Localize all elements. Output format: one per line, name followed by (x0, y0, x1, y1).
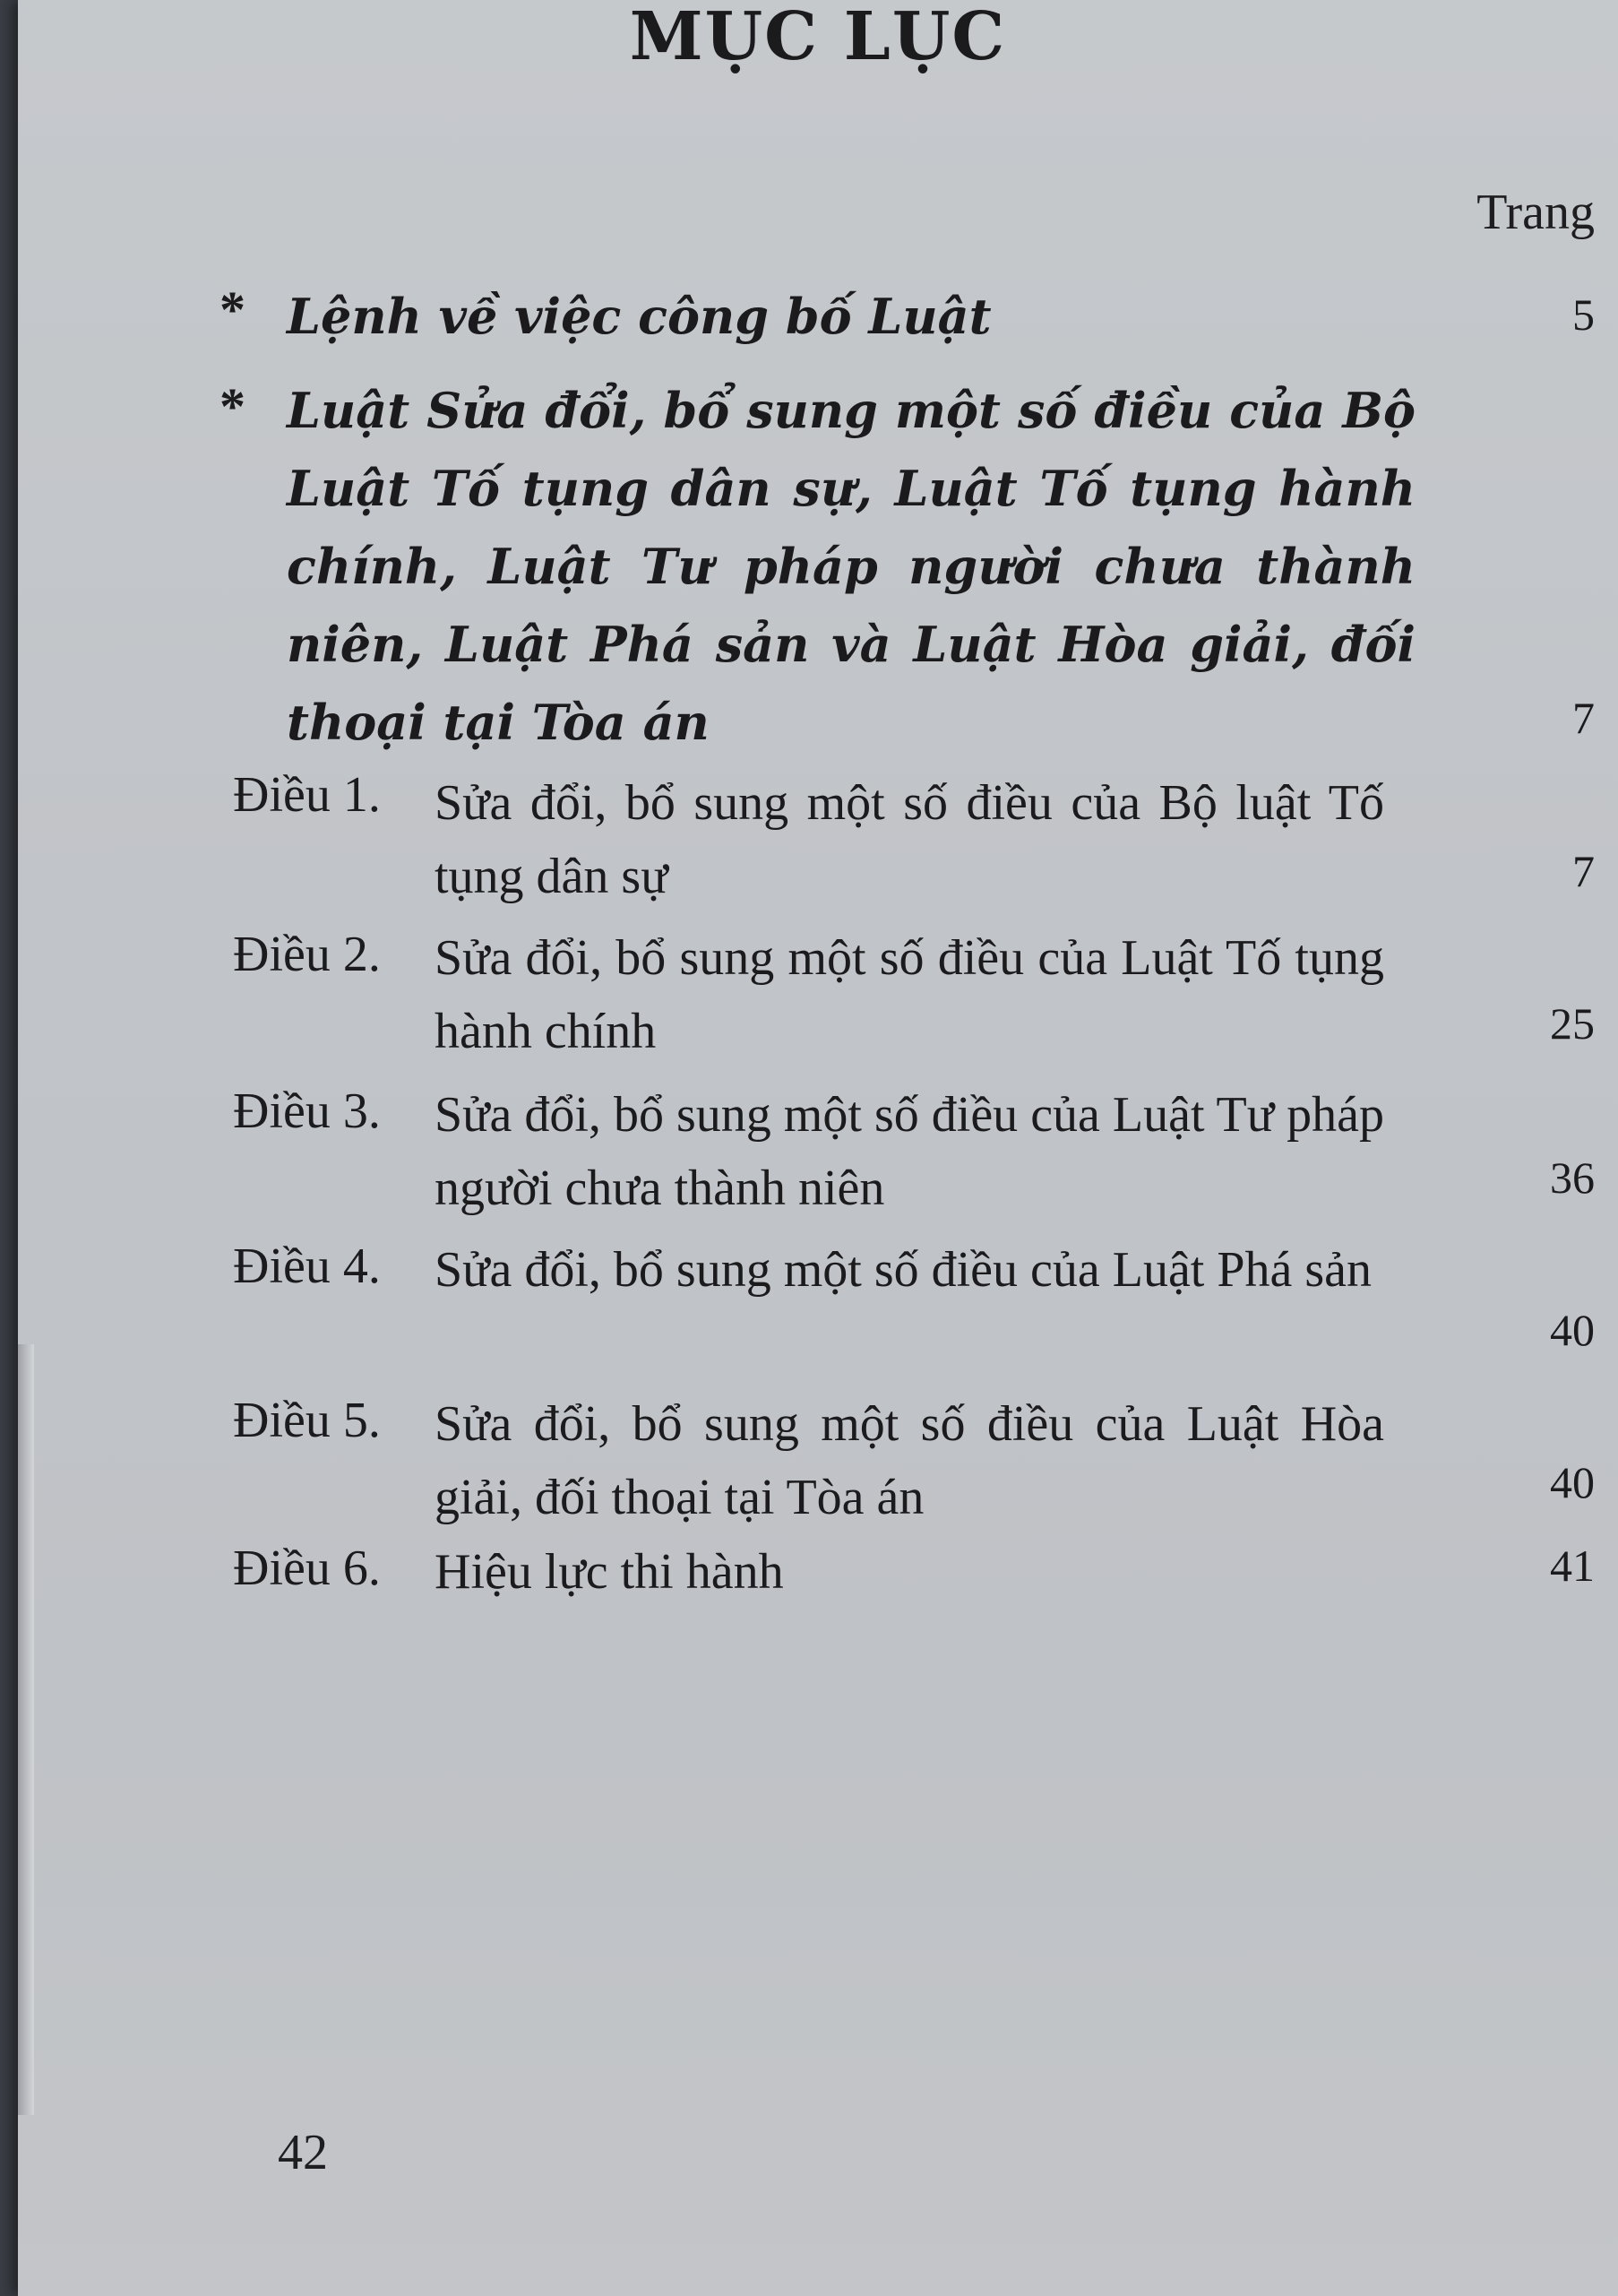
toc-page-number: 40 (1550, 1305, 1595, 1355)
article-title: Sửa đổi, bổ sung một số điều của Luật Phá sản (435, 1242, 1373, 1298)
bullet-star: * (219, 281, 245, 339)
toc-title: MỤC LỤC (629, 0, 1007, 75)
toc-page-number: 7 (1572, 846, 1595, 896)
article-title: Sửa đổi, bổ sung một số điều của Bộ luật Tố tụng dân sự (435, 775, 1384, 904)
toc-page-number: 25 (1550, 998, 1595, 1049)
toc-page-number: 40 (1550, 1457, 1595, 1507)
toc-front-item-text: Luật Sửa đổi, bổ sung một số điều của Bộ Luật Tố tụng dân sự, Luật Tố tụng hành chính, Luật Tư pháp người chưa thành niên, Luật Phá sản và Luật Hòa giải, đối thoại tại Tòa án (287, 382, 1416, 751)
page-edge (18, 1344, 34, 2115)
toc-page-number: 7 (1572, 693, 1595, 743)
article-title: Sửa đổi, bổ sung một số điều của Luật Tư pháp người chưa thành niên (435, 1087, 1384, 1216)
toc-page-number: 36 (1550, 1152, 1595, 1203)
article-label: Điều 6. (233, 1541, 381, 1596)
article-label: Điều 1. (233, 767, 381, 823)
article-label: Điều 2. (233, 927, 381, 982)
toc-page-number: 41 (1550, 1541, 1595, 1591)
toc-page-number: 5 (1572, 289, 1595, 340)
toc-front-item-text: Lệnh về việc công bố Luật (287, 288, 992, 345)
article-label: Điều 3. (233, 1083, 381, 1139)
article-title: Sửa đổi, bổ sung một số điều của Luật Hòa giải, đối thoại tại Tòa án (435, 1396, 1384, 1525)
article-label: Điều 5. (233, 1393, 381, 1448)
book-page (18, 0, 1618, 2296)
article-title: Hiệu lực thi hành (435, 1544, 784, 1600)
article-title: Sửa đổi, bổ sung một số điều của Luật Tố tụng hành chính (435, 930, 1384, 1059)
article-label: Điều 4. (233, 1239, 381, 1294)
bullet-star: * (219, 377, 245, 436)
page-number: 42 (278, 2125, 328, 2180)
page-column-header: Trang (1476, 185, 1595, 240)
